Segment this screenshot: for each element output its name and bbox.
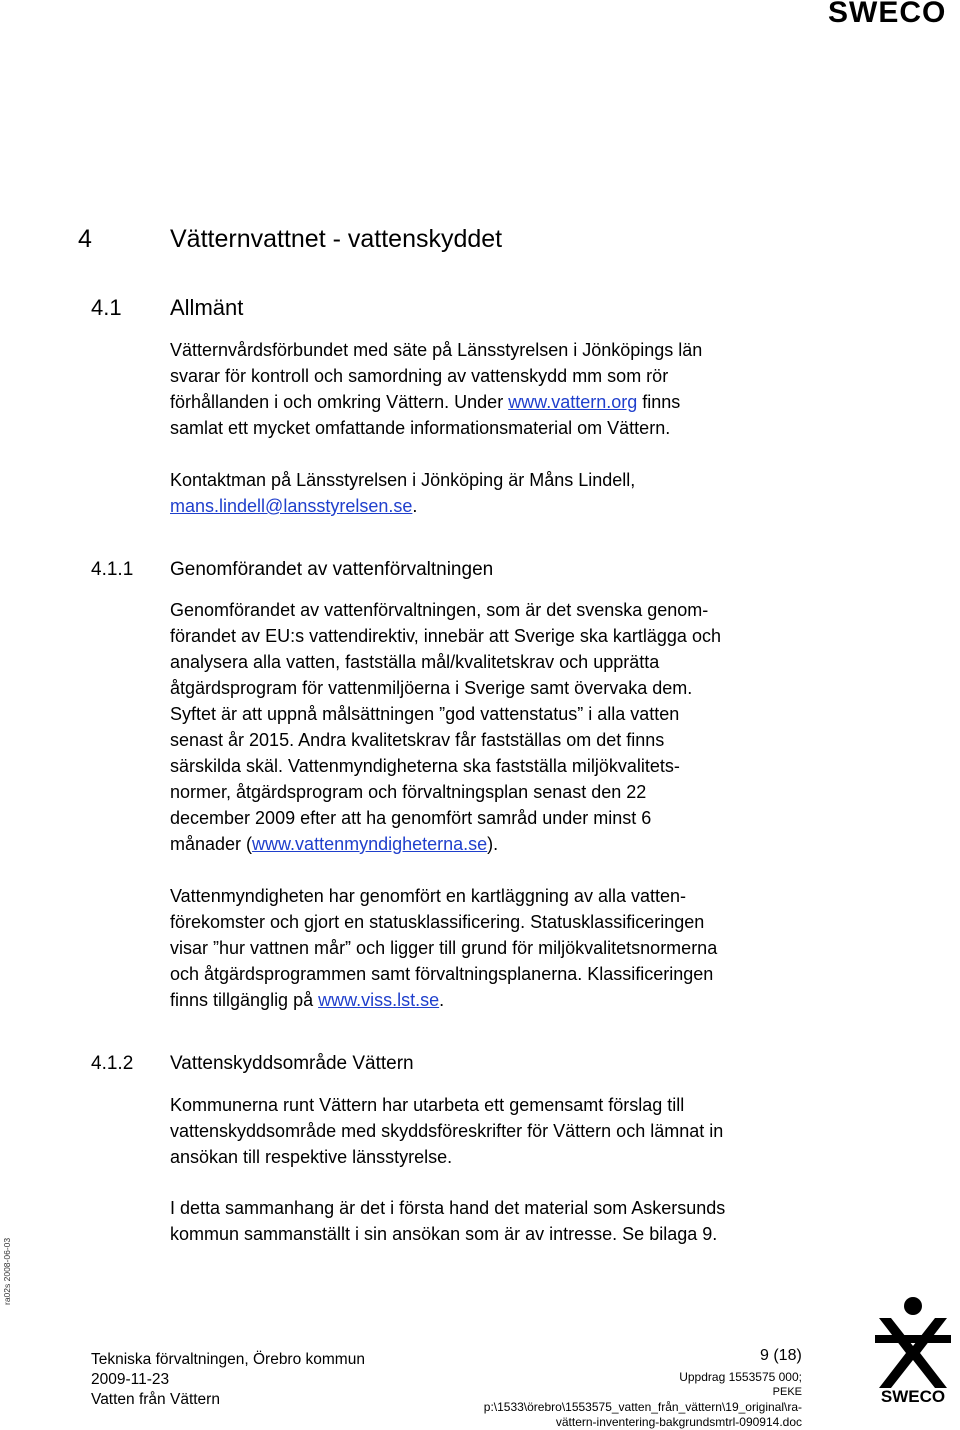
- text-line: [170, 987, 810, 1013]
- footer-path-1: p:\1533\örebro\1553575_vatten_från_vättern\19_original\ra-: [483, 1400, 802, 1414]
- vattenforvaltning-paragraph-2: [170, 883, 810, 1013]
- sweco-logo-header: SWECO: [828, 0, 947, 29]
- text-line: Vattenmyndigheten har genomfört en kartläggning av alla vatten-: [170, 886, 686, 906]
- text-fragment: månader (: [170, 834, 253, 854]
- text-line: särskilda skäl. Vattenmyndigheterna ska fastställa miljökvalitets-: [170, 756, 680, 776]
- subsubsection-title-412: Vattenskyddsområde Vättern: [170, 1053, 414, 1074]
- uppdrag-number: Uppdrag 1553575 000;: [679, 1370, 802, 1384]
- subsection-number: 4.1: [91, 295, 122, 320]
- text-line: analysera alla vatten, fastställa mål/kvalitetskrav och upprätta: [170, 652, 660, 672]
- footer-date: 2009-11-23: [91, 1371, 170, 1388]
- text-line: Kontaktman på Länsstyrelsen i Jönköping är Måns Lindell,: [170, 470, 636, 490]
- text-line: Genomförandet av vattenförvaltningen, som är det svenska genom-: [170, 600, 709, 620]
- footer-doc-title: Vatten från Vättern: [91, 1391, 220, 1408]
- text-line: ansökan till respektive länsstyrelse.: [170, 1147, 453, 1167]
- text-line: Syftet är att uppnå målsättningen ”god vattenstatus” i alla vatten: [170, 704, 680, 724]
- text-line: [170, 389, 810, 415]
- allmant-paragraph-2: [170, 467, 810, 519]
- text-line: visar ”hur vattnen mår” och ligger till grund för miljökvalitetsnormerna: [170, 938, 718, 958]
- page-number: 9 (18): [760, 1347, 802, 1364]
- text-line: åtgärdsprogram för vattenmiljöerna i Sverige samt övervaka dem.: [170, 678, 693, 698]
- allmant-paragraph-1: [170, 337, 810, 441]
- subsubsection-title-411: Genomförandet av vattenförvaltningen: [170, 559, 494, 580]
- text-fragment: finns tillgänglig på: [170, 990, 319, 1010]
- footer-org: Tekniska förvaltningen, Örebro kommun: [91, 1351, 365, 1368]
- footer-right: [480, 1370, 802, 1430]
- text-line: [170, 493, 810, 519]
- text-line: [170, 831, 810, 857]
- vattenskydd-paragraph-1: [170, 1092, 810, 1170]
- viss-link[interactable]: www.viss.lst.se: [318, 990, 440, 1010]
- text-line: förekomster och gjort en statusklassificering. Statusklassificeringen: [170, 912, 705, 932]
- text-fragment: finns: [637, 392, 681, 412]
- vattenskydd-paragraph-2: [170, 1195, 810, 1247]
- section-number: 4: [78, 225, 92, 253]
- text-line: och åtgärdsprogrammen samt förvaltningsplanerna. Klassificeringen: [170, 964, 714, 984]
- author-initials: PEKE: [772, 1386, 802, 1398]
- sweco-logo-footer: [873, 1290, 953, 1405]
- footer-logo-text: SWECO: [880, 1387, 946, 1405]
- text-line: samlat ett mycket omfattande informationsmaterial om Vättern.: [170, 418, 671, 438]
- subsubsection-number-412: 4.1.2: [91, 1053, 134, 1074]
- text-line: I detta sammanhang är det i första hand det material som Askersunds: [170, 1198, 726, 1218]
- text-fragment: .: [412, 496, 418, 516]
- text-line: svarar för kontroll och samordning av vattenskydd mm som rör: [170, 366, 669, 386]
- text-line: Vätternvårdsförbundet med säte på Länsstyrelsen i Jönköpings län: [170, 340, 703, 360]
- text-line: vattenskyddsområde med skyddsföreskrifter för Vättern och lämnat in: [170, 1121, 724, 1141]
- text-line: kommun sammanställt i sin ansökan som är av intresse. Se bilaga 9.: [170, 1224, 718, 1244]
- vattern-org-link[interactable]: www.vattern.org: [508, 392, 638, 412]
- text-line: december 2009 efter att ha genomfört samråd under minst 6: [170, 808, 652, 828]
- email-link[interactable]: mans.lindell@lansstyrelsen.se: [170, 496, 413, 516]
- text-fragment: ).: [487, 834, 499, 854]
- text-fragment: .: [439, 990, 445, 1010]
- vattenforvaltning-paragraph-1: [170, 597, 810, 857]
- vattenmyndigheterna-link[interactable]: www.vattenmyndigheterna.se: [252, 834, 488, 854]
- text-line: normer, åtgärdsprogram och förvaltningsplan senast den 22: [170, 782, 647, 802]
- subsection-title: Allmänt: [170, 295, 244, 320]
- footer-left: [91, 1350, 365, 1410]
- text-fragment: förhållanden i och omkring Vättern. Under: [170, 392, 509, 412]
- section-title: Vätternvattnet - vattenskyddet: [170, 225, 503, 253]
- footer-path-2: vättern-inventering-bakgrundsmtrl-090914.doc: [555, 1415, 802, 1429]
- text-line: förandet av EU:s vattendirektiv, innebär att Sverige ska kartlägga och: [170, 626, 721, 646]
- subsubsection-number-411: 4.1.1: [91, 559, 134, 580]
- footer-uppdrag: [480, 1370, 802, 1400]
- text-line: senast år 2015. Andra kvalitetskrav får fastställas om det finns: [170, 730, 665, 750]
- document-template-code: ra02s 2008-06-03: [2, 1237, 12, 1305]
- text-line: Kommunerna runt Vättern har utarbeta ett gemensamt förslag till: [170, 1095, 685, 1115]
